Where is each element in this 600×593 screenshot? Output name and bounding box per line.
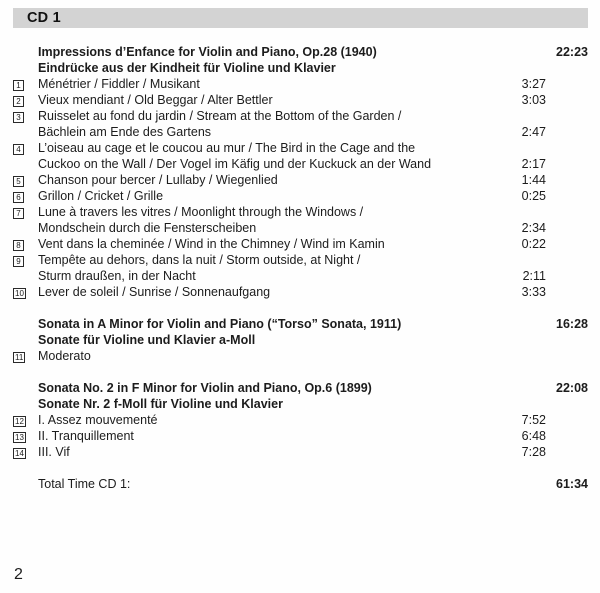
work-heading-row xyxy=(13,44,588,60)
work-title: Sonata No. 2 in F Minor for Violin and Piano, Op.6 (1899) xyxy=(38,381,372,395)
track-row xyxy=(13,188,588,204)
tracklist xyxy=(13,44,588,492)
work-subtitle-row xyxy=(13,332,588,348)
track-number-box: 8 xyxy=(13,240,24,251)
track-number-box: 9 xyxy=(13,256,24,267)
track-title: Cuckoo on the Wall / Der Vogel im Käfig und der Kuckuck an der Wand xyxy=(38,157,432,171)
work-subtitle-row xyxy=(13,60,588,76)
work-subtitle: Eindrücke aus der Kindheit für Violine und Klavier xyxy=(38,61,336,75)
track-time: 1:44 xyxy=(521,173,546,187)
track-number-box: 6 xyxy=(13,192,24,203)
work-subtitle-row xyxy=(13,396,588,412)
track-number-box: 4 xyxy=(13,144,24,155)
track-number-box: 14 xyxy=(15,449,24,458)
track-number-box: 10 xyxy=(15,289,24,298)
work-duration: 22:08 xyxy=(556,381,588,395)
track-row xyxy=(13,204,588,220)
track-number-cell xyxy=(13,236,38,252)
work-subtitle: Sonate Nr. 2 f-Moll für Violine und Klavier xyxy=(38,397,283,411)
track-row xyxy=(13,108,588,124)
track-title: III. Vif xyxy=(38,445,70,459)
cd-title: CD 1 xyxy=(27,10,61,26)
track-number-box: 3 xyxy=(13,112,24,123)
track-time: 7:28 xyxy=(521,445,546,459)
track-row xyxy=(13,220,588,236)
track-row xyxy=(13,428,588,444)
track-row xyxy=(13,236,588,252)
track-time: 3:27 xyxy=(521,77,546,91)
work-heading-row xyxy=(13,316,588,332)
track-number-cell xyxy=(13,412,38,428)
track-title: Lune à travers les vitres / Moonlight through the Windows / xyxy=(38,205,364,219)
track-row xyxy=(13,284,588,300)
track-time: 2:47 xyxy=(521,125,546,139)
track-row xyxy=(13,268,588,284)
cd-header-bar xyxy=(13,8,588,28)
track-title: Bächlein am Ende des Gartens xyxy=(38,125,212,139)
track-number-cell xyxy=(13,348,38,364)
track-row xyxy=(13,444,588,460)
track-number-box: 2 xyxy=(13,96,24,107)
track-title: Lever de soleil / Sunrise / Sonnenaufgang xyxy=(38,285,271,299)
track-number-box: 1 xyxy=(13,80,24,91)
track-number-box: 5 xyxy=(13,176,24,187)
track-number-box: 13 xyxy=(15,433,24,442)
works-container xyxy=(13,44,588,460)
total-time-value: 61:34 xyxy=(556,477,588,491)
track-title: Tempête au dehors, dans la nuit / Storm outside, at Night / xyxy=(38,253,361,267)
work-title: Impressions d’Enfance for Violin and Piano, Op.28 (1940) xyxy=(38,45,377,59)
track-number-cell xyxy=(13,76,38,92)
work-duration: 22:23 xyxy=(556,45,588,59)
track-number-box: 12 xyxy=(15,417,24,426)
track-time: 3:33 xyxy=(521,285,546,299)
track-number-cell xyxy=(13,204,38,220)
track-number-cell xyxy=(13,92,38,108)
total-time-row xyxy=(13,476,588,492)
track-title: Ruisselet au fond du jardin / Stream at the Bottom of the Garden / xyxy=(38,109,402,123)
track-row xyxy=(13,92,588,108)
work-section xyxy=(13,44,588,300)
track-row xyxy=(13,252,588,268)
track-title: Ménétrier / Fiddler / Musikant xyxy=(38,77,200,91)
work-section xyxy=(13,380,588,460)
track-row xyxy=(13,76,588,92)
track-number-cell xyxy=(13,140,38,156)
track-time: 6:48 xyxy=(521,429,546,443)
track-time: 3:03 xyxy=(521,93,546,107)
work-subtitle: Sonate für Violine und Klavier a-Moll xyxy=(38,333,256,347)
track-number-box: 11 xyxy=(15,353,24,362)
track-title: Moderato xyxy=(38,349,91,363)
track-number-box: 7 xyxy=(13,208,24,219)
track-title: Sturm draußen, in der Nacht xyxy=(38,269,196,283)
track-time: 2:17 xyxy=(521,157,546,171)
track-title: L’oiseau au cage et le coucou au mur / The Bird in the Cage and the xyxy=(38,141,416,155)
track-number-cell xyxy=(13,284,38,300)
track-number-cell xyxy=(13,172,38,188)
track-title: II. Tranquillement xyxy=(38,429,134,443)
track-row xyxy=(13,412,588,428)
track-title: I. Assez mouvementé xyxy=(38,413,158,427)
track-number-cell xyxy=(13,252,38,268)
track-title: Mondschein durch die Fensterscheiben xyxy=(38,221,257,235)
work-section xyxy=(13,316,588,364)
work-heading-row xyxy=(13,380,588,396)
track-time: 7:52 xyxy=(521,413,546,427)
track-number-cell xyxy=(13,108,38,124)
track-time: 2:34 xyxy=(521,221,546,235)
track-title: Vent dans la cheminée / Wind in the Chimney / Wind im Kamin xyxy=(38,237,385,251)
track-title: Chanson pour bercer / Lullaby / Wiegenlied xyxy=(38,173,278,187)
track-title: Grillon / Cricket / Grille xyxy=(38,189,164,203)
work-title: Sonata in A Minor for Violin and Piano (“Torso” Sonata, 1911) xyxy=(38,317,402,331)
track-title: Vieux mendiant / Old Beggar / Alter Bettler xyxy=(38,93,273,107)
total-time-label: Total Time CD 1: xyxy=(38,477,131,491)
track-number-cell xyxy=(13,188,38,204)
track-time: 0:25 xyxy=(521,189,546,203)
track-row xyxy=(13,348,588,364)
track-time: 2:11 xyxy=(522,269,546,283)
work-duration: 16:28 xyxy=(556,317,588,331)
track-time: 0:22 xyxy=(521,237,546,251)
track-row xyxy=(13,124,588,140)
track-row xyxy=(13,172,588,188)
page-number: 2 xyxy=(14,566,23,583)
track-number-cell xyxy=(13,428,38,444)
track-number-cell xyxy=(13,444,38,460)
track-row xyxy=(13,156,588,172)
track-row xyxy=(13,140,588,156)
